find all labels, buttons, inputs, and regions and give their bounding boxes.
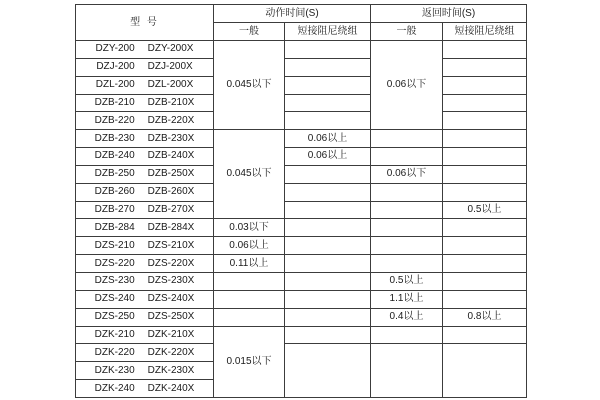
model-label: DZS-230 [94, 275, 135, 287]
return-general-cell: 0.06以下 [371, 41, 443, 130]
model-label: DZS-240 [94, 293, 135, 305]
model-label: DZJ-200X [147, 61, 193, 73]
model-cell [76, 219, 214, 237]
model-label: DZK-210 [94, 328, 135, 340]
return-general-cell [371, 130, 443, 148]
return-short-damp-cell: 0.5以上 [443, 201, 527, 219]
model-label: DZB-260X [147, 186, 195, 198]
model-label: DZK-220X [147, 346, 195, 358]
action-general-header: 一般 [214, 23, 285, 41]
return-short-damp-cell [443, 326, 527, 344]
return-general-cell [371, 201, 443, 219]
action-short-damp-header: 短接阻尼绕组 [285, 23, 371, 41]
model-cell [76, 130, 214, 148]
model-cell [76, 326, 214, 344]
table-row [76, 290, 527, 308]
spec-table [75, 4, 527, 398]
return-short-damp-cell [443, 41, 527, 59]
model-cell [76, 308, 214, 326]
model-label: DZB-210X [147, 96, 195, 108]
action-general-cell: 0.015以下 [214, 326, 285, 398]
return-general-cell [371, 326, 443, 344]
return-short-damp-cell [443, 290, 527, 308]
action-general-cell: 0.045以下 [214, 41, 285, 130]
action-short-damp-cell [285, 41, 371, 59]
return-short-damp-cell [443, 219, 527, 237]
table-body [76, 41, 527, 398]
return-general-cell: 0.5以上 [371, 272, 443, 290]
return-general-header: 一般 [371, 23, 443, 41]
model-label: DZB-284 [94, 221, 135, 233]
action-short-damp-cell [285, 201, 371, 219]
return-general-cell [371, 183, 443, 201]
model-label: DZB-270 [94, 204, 135, 216]
model-label: DZB-250 [94, 168, 135, 180]
model-label: DZS-210X [147, 239, 195, 251]
model-cell [76, 255, 214, 273]
action-short-damp-cell [285, 112, 371, 130]
model-label: DZB-240X [147, 150, 195, 162]
model-label: DZK-230 [94, 364, 135, 376]
model-cell [76, 272, 214, 290]
model-label: DZL-200X [147, 79, 194, 91]
model-label: DZS-250X [147, 311, 195, 323]
return-short-damp-cell [443, 76, 527, 94]
model-cell [76, 58, 214, 76]
model-label: DZS-240X [147, 293, 195, 305]
action-short-damp-cell [285, 219, 371, 237]
model-label: DZK-240X [147, 382, 195, 394]
table-row [76, 255, 527, 273]
model-cell [76, 165, 214, 183]
return-short-damp-cell [443, 255, 527, 273]
action-short-damp-cell [285, 165, 371, 183]
model-label: DZB-260 [94, 186, 135, 198]
table-row [76, 308, 527, 326]
table-row [76, 130, 527, 148]
action-general-cell: 0.11以上 [214, 255, 285, 273]
action-general-cell: 0.03以下 [214, 219, 285, 237]
model-cell [76, 112, 214, 130]
model-cell [76, 344, 214, 362]
model-label: DZB-250X [147, 168, 195, 180]
model-cell [76, 76, 214, 94]
return-general-cell [371, 255, 443, 273]
table-row [76, 58, 527, 76]
model-cell [76, 94, 214, 112]
action-short-damp-cell [285, 326, 371, 344]
model-label: DZB-220X [147, 114, 195, 126]
action-short-damp-cell [285, 76, 371, 94]
model-label: DZB-230 [94, 132, 135, 144]
model-cell [76, 41, 214, 59]
return-general-cell: 0.06以下 [371, 165, 443, 183]
action-short-damp-cell [285, 272, 371, 290]
model-label: DZB-220 [94, 114, 135, 126]
action-short-damp-cell [285, 290, 371, 308]
return-general-cell [371, 219, 443, 237]
return-short-damp-cell [443, 130, 527, 148]
return-short-damp-header: 短接阻尼绕组 [443, 23, 527, 41]
model-label: DZK-240 [94, 382, 135, 394]
table-row [76, 344, 527, 362]
action-short-damp-cell: 0.06以上 [285, 130, 371, 148]
table-row [76, 112, 527, 130]
return-general-cell: 0.4以上 [371, 308, 443, 326]
table-row [76, 326, 527, 344]
model-label: DZS-230X [147, 275, 195, 287]
return-short-damp-cell [443, 165, 527, 183]
model-label: DZK-220 [94, 346, 135, 358]
return-short-damp-cell [443, 58, 527, 76]
model-label: DZB-284X [147, 221, 195, 233]
table-row [76, 148, 527, 166]
model-cell [76, 183, 214, 201]
return-short-damp-cell [443, 237, 527, 255]
model-cell [76, 148, 214, 166]
return-short-damp-cell [443, 148, 527, 166]
table-row [76, 76, 527, 94]
table-row [76, 272, 527, 290]
model-label: DZB-270X [147, 204, 195, 216]
table-row [76, 219, 527, 237]
return-general-cell: 1.1以上 [371, 290, 443, 308]
action-general-cell [214, 272, 285, 290]
model-label: DZS-210 [94, 239, 135, 251]
action-short-damp-cell [285, 183, 371, 201]
model-label: DZS-250 [94, 311, 135, 323]
action-short-damp-cell [285, 58, 371, 76]
action-general-cell: 0.045以下 [214, 130, 285, 219]
model-label: DZK-210X [147, 328, 195, 340]
return-short-damp-cell: 0.8以上 [443, 308, 527, 326]
return-short-damp-cell [443, 344, 527, 398]
table-row [76, 237, 527, 255]
model-cell [76, 237, 214, 255]
model-label: DZS-220 [94, 257, 135, 269]
table-row [76, 183, 527, 201]
action-short-damp-cell [285, 94, 371, 112]
action-time-header: 动作时间(S) [214, 5, 371, 23]
action-short-damp-cell [285, 255, 371, 273]
header-row-1 [76, 5, 527, 23]
table-header [76, 5, 527, 41]
model-cell [76, 380, 214, 398]
model-label: DZB-230X [147, 132, 195, 144]
action-general-cell: 0.06以上 [214, 237, 285, 255]
action-short-damp-cell [285, 237, 371, 255]
return-time-header: 返回时间(S) [371, 5, 527, 23]
model-label: DZL-200 [95, 79, 135, 91]
return-general-cell [371, 237, 443, 255]
model-column-header: 型 号 [76, 5, 214, 41]
action-general-cell [214, 308, 285, 326]
return-general-cell [371, 148, 443, 166]
return-short-damp-cell [443, 112, 527, 130]
model-label: DZY-200 [95, 43, 135, 55]
table-row [76, 201, 527, 219]
model-label: DZY-200X [147, 43, 194, 55]
model-label: DZS-220X [147, 257, 195, 269]
model-label: DZK-230X [147, 364, 195, 376]
return-short-damp-cell [443, 94, 527, 112]
action-short-damp-cell: 0.06以上 [285, 148, 371, 166]
model-cell [76, 290, 214, 308]
model-label: DZB-240 [94, 150, 135, 162]
model-cell [76, 201, 214, 219]
return-short-damp-cell [443, 272, 527, 290]
action-short-damp-cell [285, 344, 371, 398]
model-label: DZJ-200 [96, 61, 135, 73]
model-cell [76, 362, 214, 380]
table-row [76, 94, 527, 112]
table-row [76, 41, 527, 59]
action-short-damp-cell [285, 308, 371, 326]
return-short-damp-cell [443, 183, 527, 201]
model-label: DZB-210 [94, 96, 135, 108]
table-row [76, 165, 527, 183]
return-general-cell [371, 344, 443, 398]
action-general-cell [214, 290, 285, 308]
